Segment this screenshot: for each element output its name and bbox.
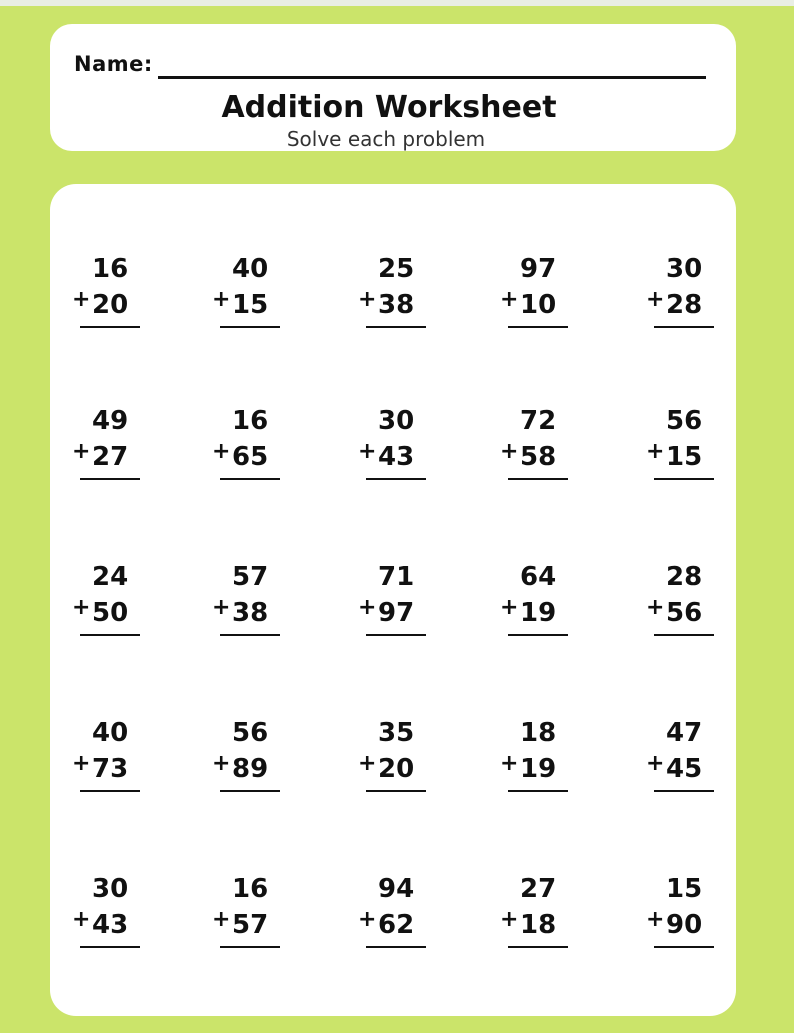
addition-problem	[646, 718, 756, 798]
addition-problem	[212, 254, 322, 334]
answer-line	[220, 790, 280, 792]
plus-sign: +	[358, 751, 377, 776]
header-card	[50, 24, 736, 151]
answer-line	[654, 326, 714, 328]
worksheet-title: Addition Worksheet	[221, 90, 557, 125]
top-number: 56	[666, 406, 703, 436]
top-number: 15	[666, 874, 703, 904]
top-number: 97	[520, 254, 557, 284]
bottom-number: 19	[520, 754, 557, 784]
answer-line	[654, 946, 714, 948]
bottom-number: 62	[378, 910, 415, 940]
plus-sign: +	[72, 751, 91, 776]
addition-problem	[72, 254, 182, 334]
addition-problem	[212, 406, 322, 486]
problems-card	[50, 184, 736, 1016]
answer-line	[220, 634, 280, 636]
bottom-number: 73	[92, 754, 129, 784]
plus-sign: +	[212, 439, 231, 464]
plus-sign: +	[358, 439, 377, 464]
answer-line	[508, 946, 568, 948]
answer-line	[508, 790, 568, 792]
top-number: 47	[666, 718, 703, 748]
addition-problem	[212, 874, 322, 954]
bottom-number: 15	[232, 290, 269, 320]
bottom-number: 18	[520, 910, 557, 940]
answer-line	[80, 790, 140, 792]
bottom-number: 89	[232, 754, 269, 784]
addition-problem	[72, 562, 182, 642]
answer-line	[654, 790, 714, 792]
addition-problem	[500, 406, 610, 486]
plus-sign: +	[212, 595, 231, 620]
top-number: 72	[520, 406, 557, 436]
answer-line	[508, 478, 568, 480]
top-number: 18	[520, 718, 557, 748]
bottom-number: 38	[378, 290, 415, 320]
bottom-number: 20	[92, 290, 129, 320]
bottom-number: 90	[666, 910, 703, 940]
addition-problem	[500, 254, 610, 334]
top-number: 30	[92, 874, 129, 904]
top-number: 25	[378, 254, 415, 284]
top-number: 40	[92, 718, 129, 748]
plus-sign: +	[358, 907, 377, 932]
top-number: 94	[378, 874, 415, 904]
addition-problem	[500, 874, 610, 954]
addition-problem	[72, 406, 182, 486]
answer-line	[220, 478, 280, 480]
plus-sign: +	[646, 907, 665, 932]
top-number: 49	[92, 406, 129, 436]
plus-sign: +	[212, 751, 231, 776]
top-number: 27	[520, 874, 557, 904]
addition-problem	[646, 562, 756, 642]
plus-sign: +	[500, 439, 519, 464]
answer-line	[508, 326, 568, 328]
plus-sign: +	[646, 751, 665, 776]
answer-line	[366, 790, 426, 792]
addition-problem	[358, 254, 468, 334]
addition-problem	[358, 718, 468, 798]
bottom-number: 50	[92, 598, 129, 628]
answer-line	[80, 634, 140, 636]
bottom-number: 58	[520, 442, 557, 472]
top-number: 64	[520, 562, 557, 592]
bottom-number: 38	[232, 598, 269, 628]
top-number: 40	[232, 254, 269, 284]
top-number: 16	[232, 406, 269, 436]
bottom-number: 10	[520, 290, 557, 320]
addition-problem	[646, 406, 756, 486]
plus-sign: +	[646, 595, 665, 620]
answer-line	[220, 946, 280, 948]
top-number: 35	[378, 718, 415, 748]
bottom-number: 57	[232, 910, 269, 940]
bottom-number: 56	[666, 598, 703, 628]
top-number: 24	[92, 562, 129, 592]
answer-line	[366, 946, 426, 948]
bottom-number: 28	[666, 290, 703, 320]
bottom-number: 43	[378, 442, 415, 472]
bottom-number: 45	[666, 754, 703, 784]
answer-line	[366, 326, 426, 328]
bottom-number: 27	[92, 442, 129, 472]
bottom-number: 19	[520, 598, 557, 628]
worksheet-subtitle: Solve each problem	[286, 127, 486, 151]
plus-sign: +	[500, 907, 519, 932]
answer-line	[220, 326, 280, 328]
answer-line	[654, 634, 714, 636]
bottom-number: 15	[666, 442, 703, 472]
answer-line	[80, 326, 140, 328]
plus-sign: +	[212, 287, 231, 312]
bottom-number: 43	[92, 910, 129, 940]
addition-problem	[500, 562, 610, 642]
plus-sign: +	[72, 907, 91, 932]
top-number: 30	[378, 406, 415, 436]
plus-sign: +	[646, 287, 665, 312]
name-write-line	[158, 76, 706, 79]
answer-line	[366, 634, 426, 636]
answer-line	[80, 946, 140, 948]
addition-problem	[72, 718, 182, 798]
addition-problem	[72, 874, 182, 954]
answer-line	[654, 478, 714, 480]
bottom-number: 97	[378, 598, 415, 628]
plus-sign: +	[646, 439, 665, 464]
addition-problem	[358, 406, 468, 486]
addition-problem	[500, 718, 610, 798]
plus-sign: +	[500, 595, 519, 620]
bottom-number: 20	[378, 754, 415, 784]
top-number: 16	[92, 254, 129, 284]
plus-sign: +	[212, 907, 231, 932]
top-number: 30	[666, 254, 703, 284]
answer-line	[508, 634, 568, 636]
addition-problem	[358, 562, 468, 642]
plus-sign: +	[72, 595, 91, 620]
top-number: 56	[232, 718, 269, 748]
addition-problem	[212, 562, 322, 642]
answer-line	[366, 478, 426, 480]
bottom-number: 65	[232, 442, 269, 472]
plus-sign: +	[72, 439, 91, 464]
addition-problem	[646, 874, 756, 954]
top-number: 71	[378, 562, 415, 592]
plus-sign: +	[72, 287, 91, 312]
plus-sign: +	[358, 287, 377, 312]
addition-problem	[646, 254, 756, 334]
top-number: 57	[232, 562, 269, 592]
plus-sign: +	[500, 287, 519, 312]
name-label: Name:	[74, 52, 153, 76]
plus-sign: +	[500, 751, 519, 776]
answer-line	[80, 478, 140, 480]
top-number: 16	[232, 874, 269, 904]
addition-problem	[212, 718, 322, 798]
plus-sign: +	[358, 595, 377, 620]
addition-problem	[358, 874, 468, 954]
top-number: 28	[666, 562, 703, 592]
